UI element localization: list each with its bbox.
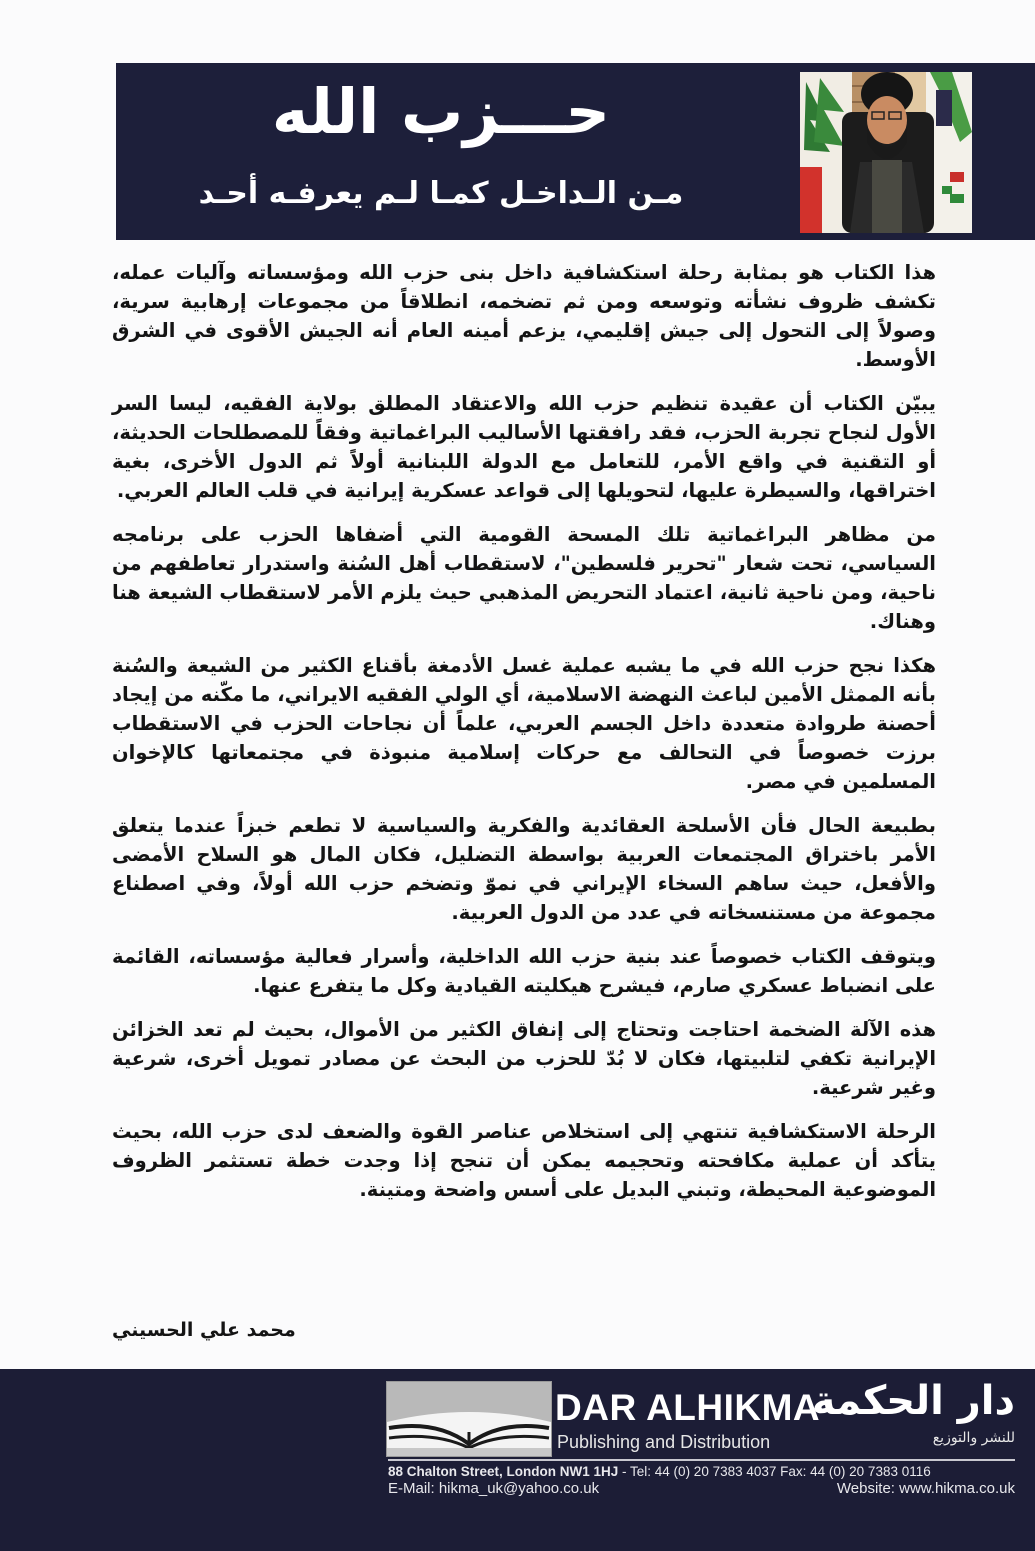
blurb-paragraph: هكذا نجح حزب الله في ما يشبه عملية غسل الأدمغة بأقناع الكثير من الشيعة والسُنة بأنه الممثل الأمين لباعث النهضة الاسلامية، أي الولي الفقيه الايراني، ما مكّنه من إيجاد أحصنة طروادة متعددة داخل الجسم العربي، علماً أن نجاحات الحزب في الاستقطاب برزت خصوصاً في التحالف مع حركات إسلامية منبوذة في مجتمعاتها كالإخوان المسلمين في مصر. <box>112 654 936 793</box>
publisher-website[interactable]: Website: www.hikma.co.uk <box>836 1480 1015 1497</box>
book-subtitle: مـن الـداخـل كمـا لـم يعرفـه أحـد <box>198 176 684 211</box>
back-cover-blurb <box>112 258 936 1219</box>
book-title: حـــزب الله <box>271 75 611 148</box>
author-portrait-image <box>800 72 972 233</box>
publisher-phone-fax: - Tel: 44 (0) 20 7383 4037 Fax: 44 (0) 20 7383 0116 <box>618 1464 931 1479</box>
footer-divider <box>388 1459 1015 1461</box>
publisher-address-line <box>388 1464 1028 1480</box>
open-book-logo-icon <box>386 1381 552 1457</box>
publisher-name-ar: دار الحكمة <box>811 1378 1015 1424</box>
author-photo <box>800 72 972 233</box>
blurb-paragraph: الرحلة الاستكشافية تنتهي إلى استخلاص عناصر القوة والضعف لدى حزب الله، بحيث يتأكد أن عملية مكافحته وتحجيمه يمكن أن تنجح إذا وجدت خطة تستثمر الظروف الموضوعية المحيطة، وتبني البديل على أسس واضحة ومتينة. <box>112 1120 936 1201</box>
blurb-paragraph: من مظاهر البراغماتية تلك المسحة القومية التي أضفاها الحزب على برنامجه السياسي، تحت شعار "تحرير فلسطين"، لاستقطاب أهل السُنة واستدرار تعاطفهم من ناحية، ومن ناحية ثانية، اعتماد التحريض المذهبي حيث يلزم الأمر لاستقطاب الشيعة هنا وهناك. <box>112 523 936 633</box>
blurb-paragraph: بطبيعة الحال فأن الأسلحة العقائدية والفكرية والسياسية لا تطعم خبزاً عندما يتعلق الأمر باختراق المجتمعات العربية بواسطة التضليل، فكان المال هو السلاح الأمضى والأفعل، حيث ساهم السخاء الإيراني في نموّ وتضخم حزب الله أولاً، وفي اصطناع مجموعة من مستنسخاته في عدد من الدول العربية. <box>112 814 936 924</box>
blurb-paragraph: هذا الكتاب هو بمثابة رحلة استكشافية داخل بنى حزب الله ومؤسساته وآليات عمله، تكشف ظروف نشأته وتوسعه ومن ثم تضخمه، انطلاقاً من مجموعات إرهابية سرية، وصولاً إلى التحول إلى جيش إقليمي، يزعم أمينه العام أنه الجيش الأقوى في الشرق الأوسط. <box>112 261 936 371</box>
blurb-paragraph: ويتوقف الكتاب خصوصاً عند بنية حزب الله الداخلية، وأسرار فعالية مؤسساته، القائمة على انضباط عسكري صارم، فيشرح هيكليته القيادية وكل ما يتفرع عنها. <box>112 945 936 997</box>
publisher-tagline-ar: للنشر والتوزيع <box>932 1430 1015 1446</box>
publisher-contact-line <box>388 1480 1015 1497</box>
publisher-tagline-en: Publishing and Distribution <box>557 1432 771 1452</box>
blurb-paragraph: هذه الآلة الضخمة احتاجت وتحتاج إلى إنفاق الكثير من الأموال، بحيث لم تعد الخزائن الإيرانية تكفي لتلبيتها، فكان لا بُدّ للحزب من البحث عن مصادر تمويل أخرى، شرعية وغير شرعية. <box>112 1018 936 1099</box>
publisher-address: 88 Chalton Street, London NW1 1HJ <box>388 1464 619 1479</box>
publisher-footer <box>0 1369 1035 1551</box>
publisher-name-en: DAR ALHIKMA <box>555 1387 821 1428</box>
blurb-paragraph: يبيّن الكتاب أن عقيدة تنظيم حزب الله والاعتقاد المطلق بولاية الفقيه، ليسا السر الأول لنجاح تجربة الحزب، فقد رافقتها الأساليب البراغماتية وفقاً للمصطلحات الحديثة، أو التقنية في واقع الأمر، للتعامل مع الدولة اللبنانية أولاً ثم الدول الأخرى، بغية اختراقها، والسيطرة عليها، لتحويلها إلى قواعد عسكرية إيرانية في قلب العالم العربي. <box>112 392 936 502</box>
publisher-email[interactable]: E-Mail: hikma_uk@yahoo.co.uk <box>388 1480 600 1497</box>
author-signature: محمد علي الحسيني <box>112 1319 296 1341</box>
cover-header-panel <box>116 63 1035 240</box>
